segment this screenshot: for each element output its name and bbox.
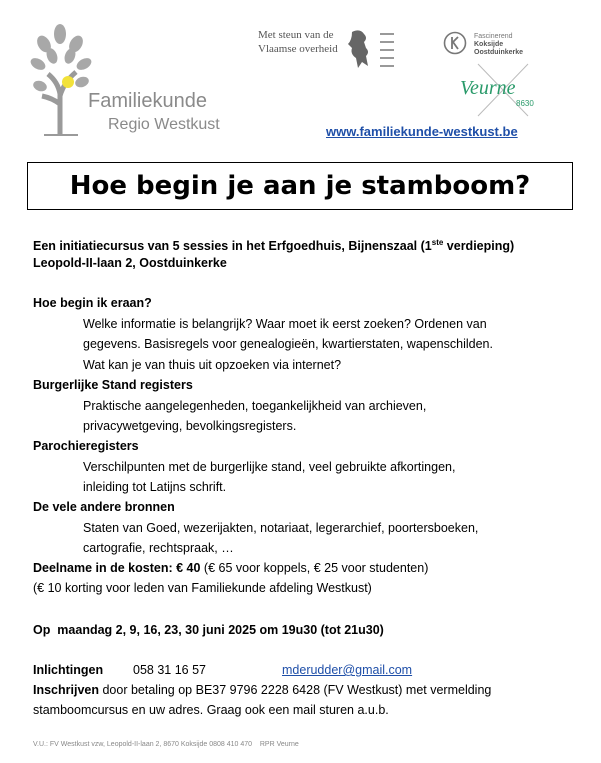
section-text-line: Staten van Goed, wezerijakten, notariaat, legerarchief, poortersboeken, (83, 521, 479, 535)
discount-line: (€ 10 korting voor leden van Familiekunde afdeling Westkust) (33, 581, 372, 595)
flemish-lion-icon (346, 28, 372, 70)
page-title: Hoe begin je aan je stamboom? (69, 171, 531, 201)
logo-subtitle: Regio Westkust (108, 116, 220, 133)
section-text-line: privacywetgeving, bevolkingsregisters. (83, 419, 297, 433)
cost-line: Deelname in de kosten: € 40 (€ 65 voor koppels, € 25 voor studenten) (33, 561, 429, 575)
veurne-logo (458, 62, 552, 118)
logo-title: Familiekunde (88, 90, 207, 112)
section-text-line: Praktische aangelegenheden, toegankelijkheid van archieven, (83, 399, 427, 413)
section-heading: Burgerlijke Stand registers (33, 378, 193, 392)
svg-text:Veurne: Veurne (460, 77, 516, 99)
registration-line-1: Inschrijven door betaling op BE37 9796 2228 6428 (FV Westkust) met vermelding (33, 683, 492, 697)
section-heading: Parochieregisters (33, 439, 139, 453)
contact-phone: 058 31 16 57 (133, 663, 206, 677)
section-text-line: inleiding tot Latijns schrift. (83, 480, 227, 494)
contact-email-link[interactable]: mderudder@gmail.com (282, 663, 413, 677)
koksijde-k-logo-icon (443, 31, 467, 55)
section-heading: De vele andere bronnen (33, 500, 175, 514)
session-dates: Op maandag 2, 9, 16, 23, 30 juni 2025 om 19u30 (tot 21u30) (33, 623, 384, 637)
registration-line-2: stamboomcursus en uw adres. Graag ook een mail sturen a.u.b. (33, 703, 389, 717)
koksijde-text: Fascinerend Koksijde Oostduinkerke (474, 33, 524, 56)
title-box (27, 162, 573, 210)
section-text-line: gegevens. Basisregels voor genealogieën, kwartierstaten, wapenschilden. (83, 337, 493, 351)
section-text-line: Verschilpunten met de burgerlijke stand, veel gebruikte afkortingen, (83, 460, 456, 474)
section-heading: Hoe begin ik eraan? (33, 296, 152, 310)
contact-label: Inlichtingen (33, 663, 104, 677)
section-text-line: Wat kan je van thuis uit opzoeken via internet? (83, 358, 342, 372)
section-text-line: cartografie, rechtspraak, … (83, 541, 234, 555)
section-text-line: Welke informatie is belangrijk? Waar moet ik eerst zoeken? Ordenen van (83, 317, 487, 331)
intro-line-2: Leopold-II-laan 2, Oostduinkerke (33, 256, 227, 270)
svg-text:8630: 8630 (516, 99, 534, 108)
intro-line-1: Een initiatiecursus van 5 sessies in het Erfgoedhuis, Bijnenszaal (1ste verdieping) (33, 238, 515, 254)
footer-publisher: V.U.: FV Westkust vzw, Leopold-II-laan 2, 8670 Koksijde 0808 410 470 RPR Veurne (33, 741, 299, 748)
vlaamse-overheid-text: Met steun van de Vlaamse overheid (258, 29, 338, 55)
familiekunde-tree-logo (30, 24, 94, 136)
vlaanderen-lines-icon (378, 30, 396, 70)
website-link[interactable]: www.familiekunde-westkust.be (326, 124, 518, 139)
